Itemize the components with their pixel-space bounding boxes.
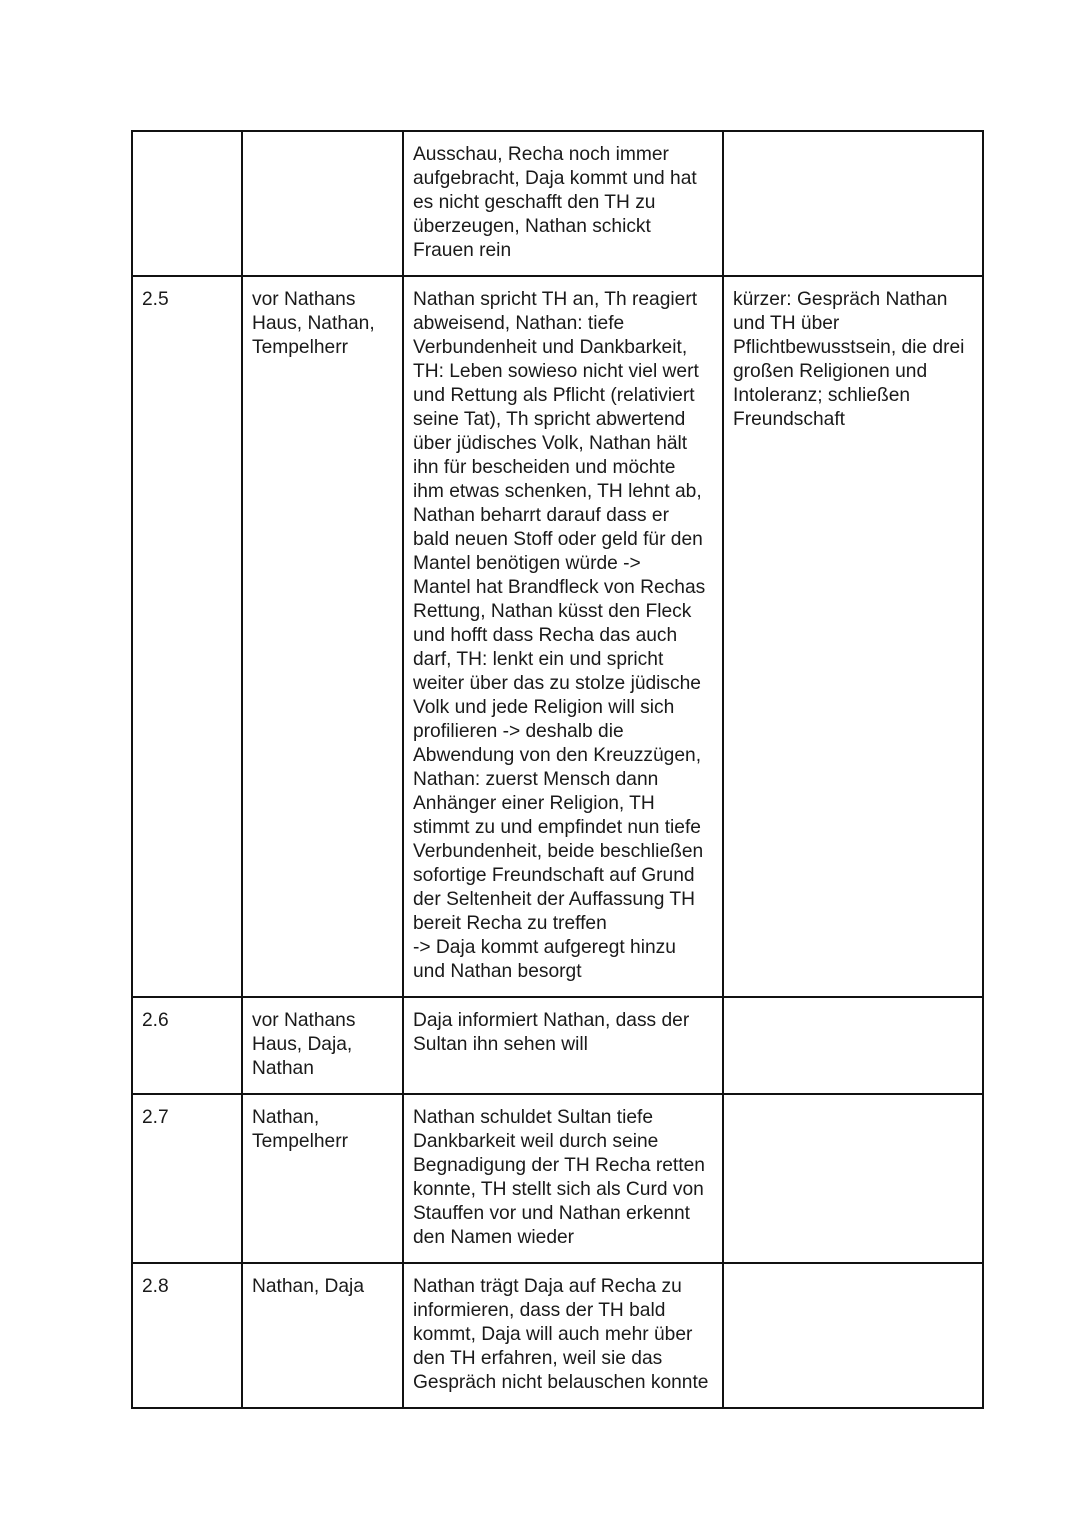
content-cell: Nathan schuldet Sultan tiefe Dankbarkeit weil durch seine Begnadigung der TH Recha retten konnte, TH stellt sich als Curd von Stauffen vor und Nathan erkennt den Namen wieder [403,1094,723,1263]
place-persons-cell: Nathan, Tempelherr [242,1094,403,1263]
notes-cell [723,1263,983,1408]
scene-number-cell: 2.5 [132,276,242,997]
scene-table [131,130,984,1409]
table-row [132,1094,983,1263]
scene-number-cell: 2.6 [132,997,242,1094]
scene-number-cell [132,131,242,276]
scene-number-cell: 2.7 [132,1094,242,1263]
notes-cell [723,997,983,1094]
notes-cell: kürzer: Gespräch Nathan und TH über Pflichtbewusstsein, die drei großen Religionen und Intoleranz; schließen Freundschaft [723,276,983,997]
table-row [132,1263,983,1408]
content-cell: Nathan spricht TH an, Th reagiert abweisend, Nathan: tiefe Verbundenheit und Dankbarkeit, TH: Leben sowieso nicht viel wert und Rettung als Pflicht (relativiert seine Tat), Th spricht abwertend über jüdisches Volk, Nathan hält ihn für bescheiden und möchte ihm etwas schenken, TH lehnt ab, Nathan beharrt darauf dass er bald neuen Stoff oder geld für den Mantel benötigen würde -> Mantel hat Brandfleck von Rechas Rettung, Nathan küsst den Fleck und hofft dass Recha das auch darf, TH: lenkt ein und spricht weiter über das zu stolze jüdische Volk und jede Religion will sich profilieren -> deshalb die Abwendung von den Kreuzzügen, Nathan: zuerst Mensch dann Anhänger einer Religion, TH stimmt zu und empfindet nun tiefe Verbundenheit, beide beschließen sofortige Freundschaft auf Grund der Seltenheit der Auffassung TH bereit Recha zu treffen -> Daja kommt aufgeregt hinzu und Nathan besorgt [403,276,723,997]
place-persons-cell [242,131,403,276]
notes-cell [723,1094,983,1263]
scene-number-cell: 2.8 [132,1263,242,1408]
table-row [132,997,983,1094]
content-cell: Daja informiert Nathan, dass der Sultan ihn sehen will [403,997,723,1094]
place-persons-cell: vor Nathans Haus, Nathan, Tempelherr [242,276,403,997]
content-cell: Nathan trägt Daja auf Recha zu informieren, dass der TH bald kommt, Daja will auch mehr über den TH erfahren, weil sie das Gespräch nicht belauschen konnte [403,1263,723,1408]
table-row [132,276,983,997]
table-row [132,131,983,276]
place-persons-cell: Nathan, Daja [242,1263,403,1408]
place-persons-cell: vor Nathans Haus, Daja, Nathan [242,997,403,1094]
notes-cell [723,131,983,276]
content-cell: Ausschau, Recha noch immer aufgebracht, Daja kommt und hat es nicht geschafft den TH zu überzeugen, Nathan schickt Frauen rein [403,131,723,276]
